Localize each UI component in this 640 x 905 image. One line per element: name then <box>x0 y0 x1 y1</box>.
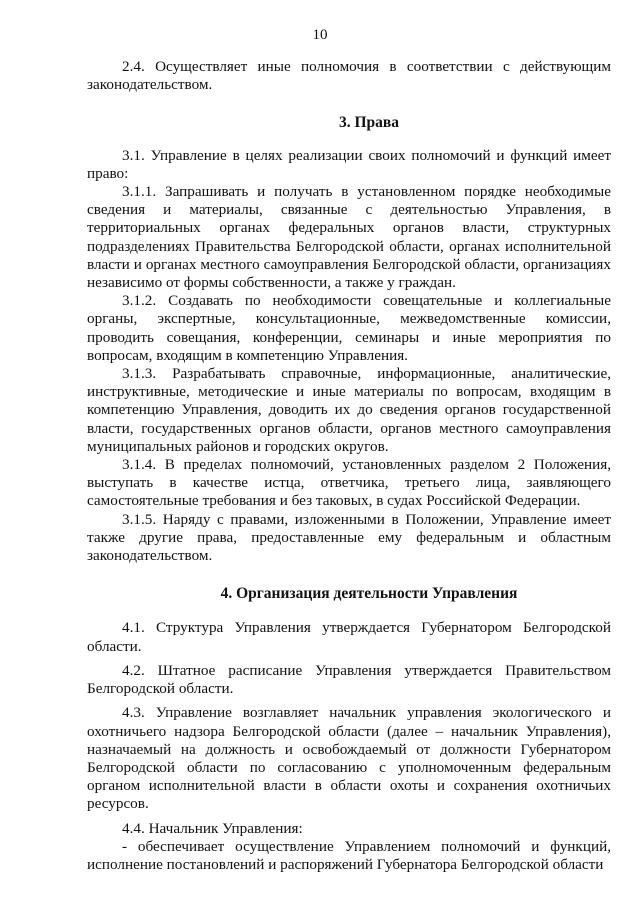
paragraph-3-1-4: 3.1.4. В пределах полномочий, установленных разделом 2 Положения, выступать в качестве истца, ответчика, третьего лица, заявляющего самостоятельные требования и без таковых, в судах Российской Федерации. <box>87 456 611 510</box>
paragraph-3-1-1: 3.1.1. Запрашивать и получать в установленном порядке необходимые сведения и материалы, связанные с деятельностью Управления, в территориальных органах федеральных органов власти, структурных подразделениях Правительства Белгородской области, органах исполнительной власти и органах местного самоуправления Белгородской области, организациях независимо от формы собственности, а также у граждан. <box>87 183 611 292</box>
paragraph-4-4: 4.4. Начальник Управления: <box>122 819 303 837</box>
section-4-heading: 4. Организация деятельности Управления <box>220 585 518 603</box>
paragraph-4-4-item: - обеспечивает осуществление Управлением полномочий и функций, исполнение постановлений и распоряжений Губернатора Белгородской области <box>87 837 611 873</box>
paragraph-2-4: 2.4. Осуществляет иные полномочия в соответствии с действующим законодательством. <box>87 58 611 94</box>
paragraph-3-1-2: 3.1.2. Создавать по необходимости совещательные и коллегиальные органы, экспертные, консультационные, межведомственные комиссии, проводить совещания, конференции, семинары и иные мероприятия по вопросам, входящим в компетенцию Управления. <box>87 292 611 364</box>
document-body <box>87 58 611 874</box>
page-number: 10 <box>312 27 328 43</box>
section-3-heading: 3. Права <box>338 114 400 132</box>
paragraph-4-2: 4.2. Штатное расписание Управления утверждается Правительством Белгородской области. <box>87 661 611 698</box>
paragraph-3-1: 3.1. Управление в целях реализации своих полномочий и функций имеет право: <box>87 146 611 182</box>
paragraph-4-3: 4.3. Управление возглавляет начальник управления экологического и охотничьего надзора Белгородской области (далее – начальник Управления), назначаемый на должность и освобождаемый от должности Губернатором Белгородской области по согласованию с уполномоченным федеральным органом исполнительной власти в области охоты и сохранения охотничьих ресурсов. <box>87 704 611 813</box>
paragraph-4-1: 4.1. Структура Управления утверждается Губернатором Белгородской области. <box>87 619 611 655</box>
paragraph-3-1-3: 3.1.3. Разрабатывать справочные, информационные, аналитические, инструктивные, методические и иные материалы по вопросам, входящим в компетенцию Управления, доводить их до сведения органов государственной власти, государственных органов области, органов местного самоуправления муниципальных районов и городских округов. <box>87 365 611 455</box>
paragraph-3-1-5: 3.1.5. Наряду с правами, изложенными в Положении, Управление имеет также другие права, предоставленные ему федеральным и областным законодательством. <box>87 510 611 565</box>
